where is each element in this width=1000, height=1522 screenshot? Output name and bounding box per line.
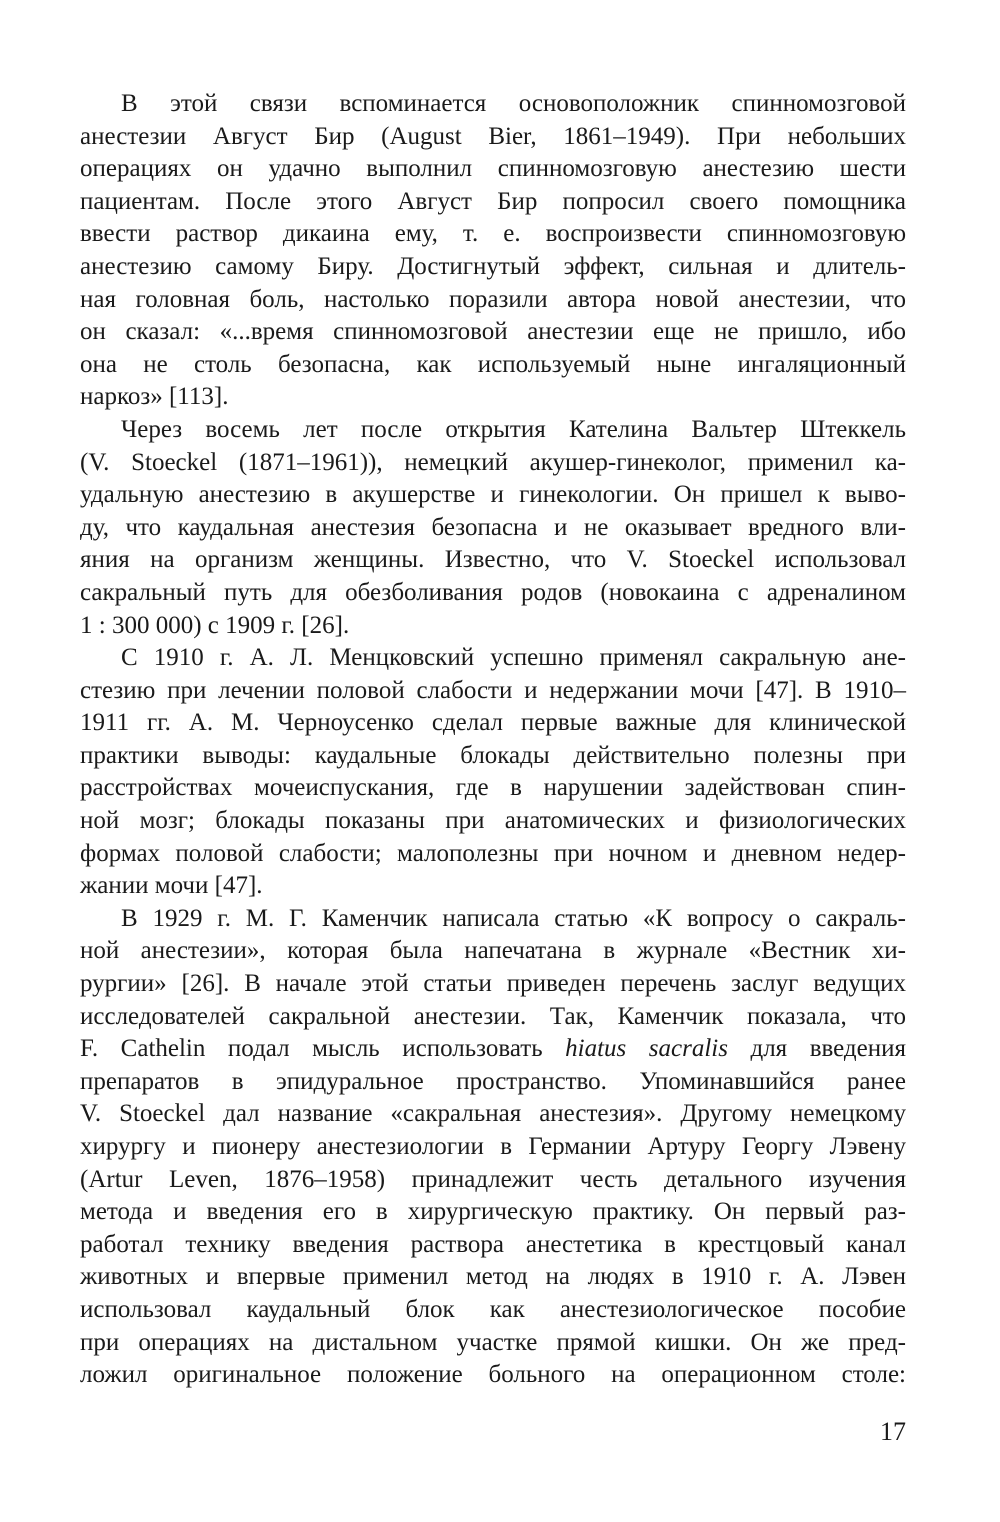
text-line: Через восемь лет после открытия Кателина Вальтер Штеккель xyxy=(121,415,906,443)
text-line: препаратов в эпидуральное пространство. Упоминавшийся ранее xyxy=(80,1067,906,1095)
text-line: яния на организм женщины. Известно, что V. Stoeckel использовал xyxy=(80,546,906,574)
text-line: хирургу и пионеру анестезиологии в Германии Артуру Георгу Лэвену xyxy=(80,1133,906,1160)
text-line: ввести раствор дикаина ему, т. е. воспроизвести спинномозговую xyxy=(80,220,906,248)
text-line: формах половой слабости; малополезны при ночном и дневном недер- xyxy=(80,839,906,867)
paragraph-bier xyxy=(80,88,906,414)
text-line: операциях он удачно выполнил спинномозговую анестезию шести xyxy=(80,155,906,183)
text-line: метода и введения его в хирургическую практику. Он первый раз- xyxy=(80,1198,906,1226)
text-line: В этой связи вспоминается основоположник спинномозговой xyxy=(121,90,906,117)
text-line: расстройствах мочеиспускания, где в нарушении задействован спин- xyxy=(80,774,906,802)
text-line: животных и впервые применил метод на людях в 1910 г. А. Лэвен xyxy=(80,1263,906,1291)
text-line: он сказал: «...время спинномозговой анестезии еще не пришло, ибо xyxy=(80,318,906,346)
text-line: ной анестезии», которая была напечатана в журнале «Вестник хи- xyxy=(80,937,906,965)
text-line: (Artur Leven, 1876–1958) принадлежит честь детального изучения xyxy=(80,1165,906,1193)
latin-term: hiatus sacralis xyxy=(565,1035,728,1063)
text-line: анестезии Август Бир (August Bier, 1861–1949). При небольших xyxy=(80,122,906,150)
text-line: 1 : 300 000) с 1909 г. [26]. xyxy=(80,611,350,639)
text-line: сакральный путь для обезболивания родов (новокаина с адреналином xyxy=(80,578,906,606)
text-line: анестезию самому Биру. Достигнутый эффект, сильная и длитель- xyxy=(80,252,906,280)
text-line: при операциях на дистальном участке прямой кишки. Он же пред- xyxy=(80,1328,906,1356)
text-line: F. Cathelin подал мысль использовать hiatus sacralis для введения xyxy=(80,1035,906,1063)
text-line: наркоз» [113]. xyxy=(80,383,229,411)
text-line: практики выводы: каудальные блокады действительно полезны при xyxy=(80,741,906,769)
text-line: ду, что каудальная анестезия безопасна и не оказывает вредного вли- xyxy=(80,513,906,541)
text-line: удальную анестезию в акушерстве и гинекологии. Он пришел к выво- xyxy=(80,481,906,509)
text-line: ложил оригинальное положение больного на операционном столе: xyxy=(80,1361,906,1389)
text-line: (V. Stoeckel (1871–1961)), немецкий акушер-гинеколог, применил ка- xyxy=(80,448,906,476)
text-line: жании мочи [47]. xyxy=(80,872,263,900)
paragraph-kamenchik xyxy=(80,903,906,1392)
text-line: исследователей сакральной анестезии. Так, Каменчик показала, что xyxy=(80,1002,906,1030)
text-line: 1911 гг. А. М. Черноусенко сделал первые важные для клинической xyxy=(80,709,906,737)
text-line: ной мозг; блокады показаны при анатомических и физиологических xyxy=(80,807,906,835)
paragraph-mentskovsky xyxy=(80,642,906,903)
text-line: ная головная боль, настолько поразили автора новой анестезии, что xyxy=(80,285,906,313)
text-line: С 1910 г. А. Л. Менцковский успешно применял сакральную ане- xyxy=(121,644,906,672)
page-body xyxy=(80,88,906,1392)
text-line: работал технику введения раствора анестетика в крестцовый канал xyxy=(80,1230,906,1258)
text-line: В 1929 г. М. Г. Каменчик написала статью «К вопросу о сакраль- xyxy=(121,904,906,932)
paragraph-stoeckel xyxy=(80,414,906,642)
text-line: V. Stoeckel дал название «сакральная анестезия». Другому немецкому xyxy=(80,1100,906,1128)
text-line: она не столь безопасна, как используемый ныне ингаляционный xyxy=(80,350,906,378)
text-line: пациентам. После этого Август Бир попросил своего помощника xyxy=(80,187,906,215)
page-number: 17 xyxy=(880,1417,906,1446)
text-line: стезию при лечении половой слабости и недержании мочи [47]. В 1910– xyxy=(80,676,906,704)
text-line: рургии» [26]. В начале этой статьи приведен перечень заслуг ведущих xyxy=(80,970,906,998)
text-line: использовал каудальный блок как анестезиологическое пособие xyxy=(80,1295,906,1323)
